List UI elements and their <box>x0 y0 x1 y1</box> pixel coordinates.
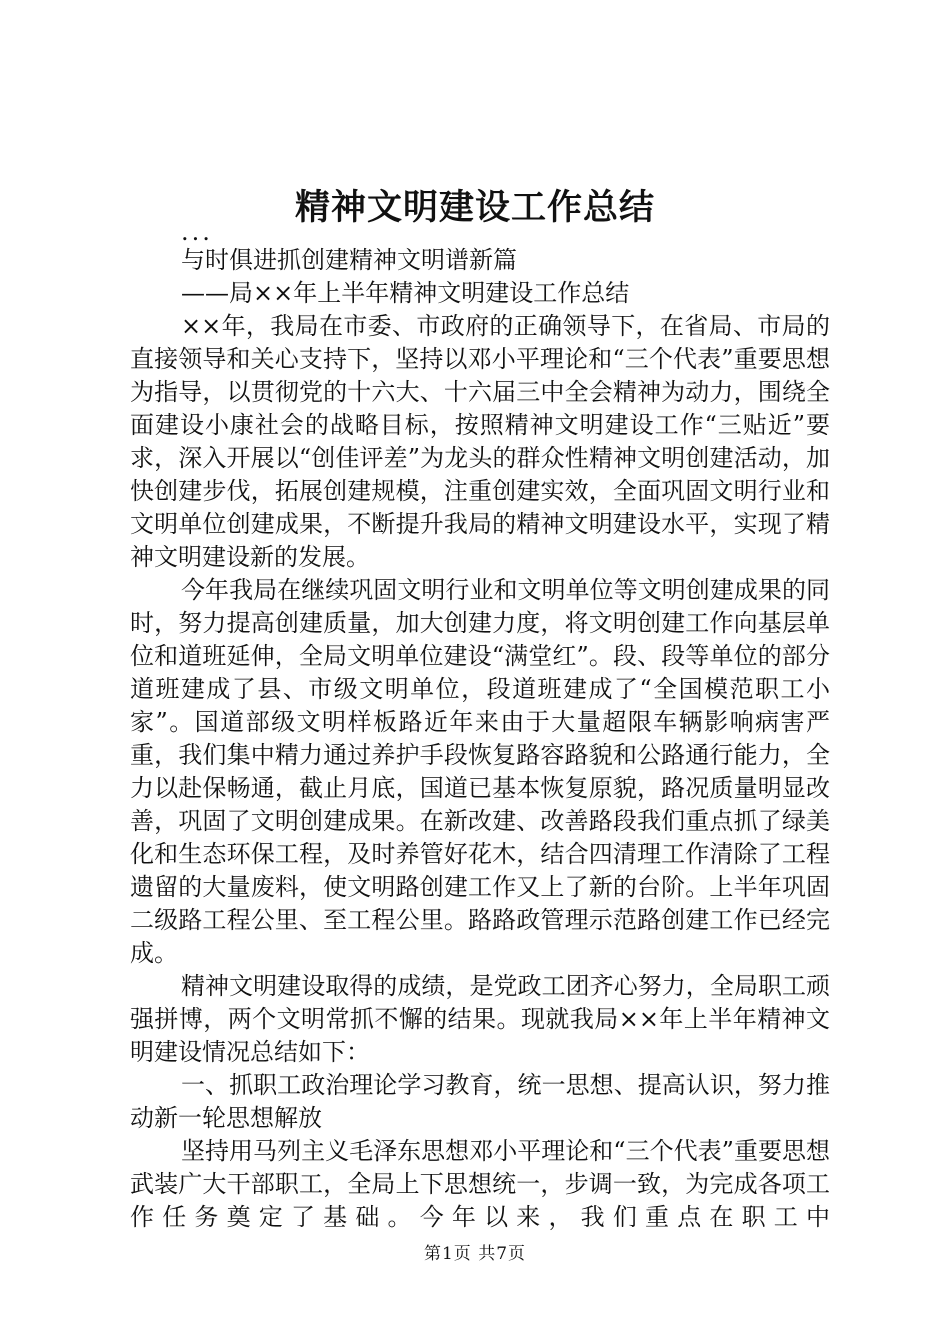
body-paragraph: 精神文明建设取得的成绩，是党政工团齐心努力，全局职工顽强拼博，两个文明常抓不懈的结果。现就我局××年上半年精神文明建设情况总结如下： <box>130 972 830 1066</box>
document-subtitle: 与时俱进抓创建精神文明谱新篇 <box>181 246 517 274</box>
page-title: 精神文明建设工作总结 <box>294 187 655 228</box>
body-paragraph: 坚持用马列主义毛泽东思想邓小平理论和“三个代表”重要思想武装广大干部职工，全局上下思想统一，步调一致，为完成各项工作任务奠定了基础。今年以来，我们重点在职工中 <box>130 1137 830 1231</box>
page-footer: 第1页 共7页 <box>423 1244 527 1264</box>
ellipsis-marker: ... <box>181 218 213 246</box>
body-paragraph: ××年，我局在市委、市政府的正确领导下，在省局、市局的直接领导和关心支持下，坚持以邓小平理论和“三个代表”重要思想为指导，以贯彻党的十六大、十六届三中全会精神为动力，围绕全面建设小康社会的战略目标，按照精神文明建设工作“三贴近”要求，深入开展以“创佳评差”为龙头的群众性精神文明创建活动，加快创建步伐，拓展创建规模，注重创建实效，全面巩固文明行业和文明单位创建成果，不断提升我局的精神文明建设水平，实现了精神文明建设新的发展。 <box>130 312 830 571</box>
section-heading: 一、抓职工政治理论学习教育，统一思想、提高认识，努力推动新一轮思想解放 <box>130 1071 830 1132</box>
document-subheading: ——局××年上半年精神文明建设工作总结 <box>181 279 630 307</box>
document-body <box>130 220 830 1234</box>
body-paragraph: 今年我局在继续巩固文明行业和文明单位等文明创建成果的同时，努力提高创建质量，加大创建力度，将文明创建工作向基层单位和道班延伸，全局文明单位建设“满堂红”。段、段等单位的部分道班建成了县、市级文明单位，段道班建成了“全国模范职工小家”。国道部级文明样板路近年来由于大量超限车辆影响病害严重，我们集中精力通过养护手段恢复路容路貌和公路通行能力，全力以赴保畅通，截止月底，国道已基本恢复原貌，路况质量明显改善，巩固了文明创建成果。在新改建、改善路段我们重点抓了绿美化和生态环保工程，及时养管好花木，结合四清理工作清除了工程遗留的大量废料，使文明路创建工作又上了新的台阶。上半年巩固二级路工程公里、至工程公里。路路政管理示范路创建工作已经完成。 <box>130 576 830 967</box>
